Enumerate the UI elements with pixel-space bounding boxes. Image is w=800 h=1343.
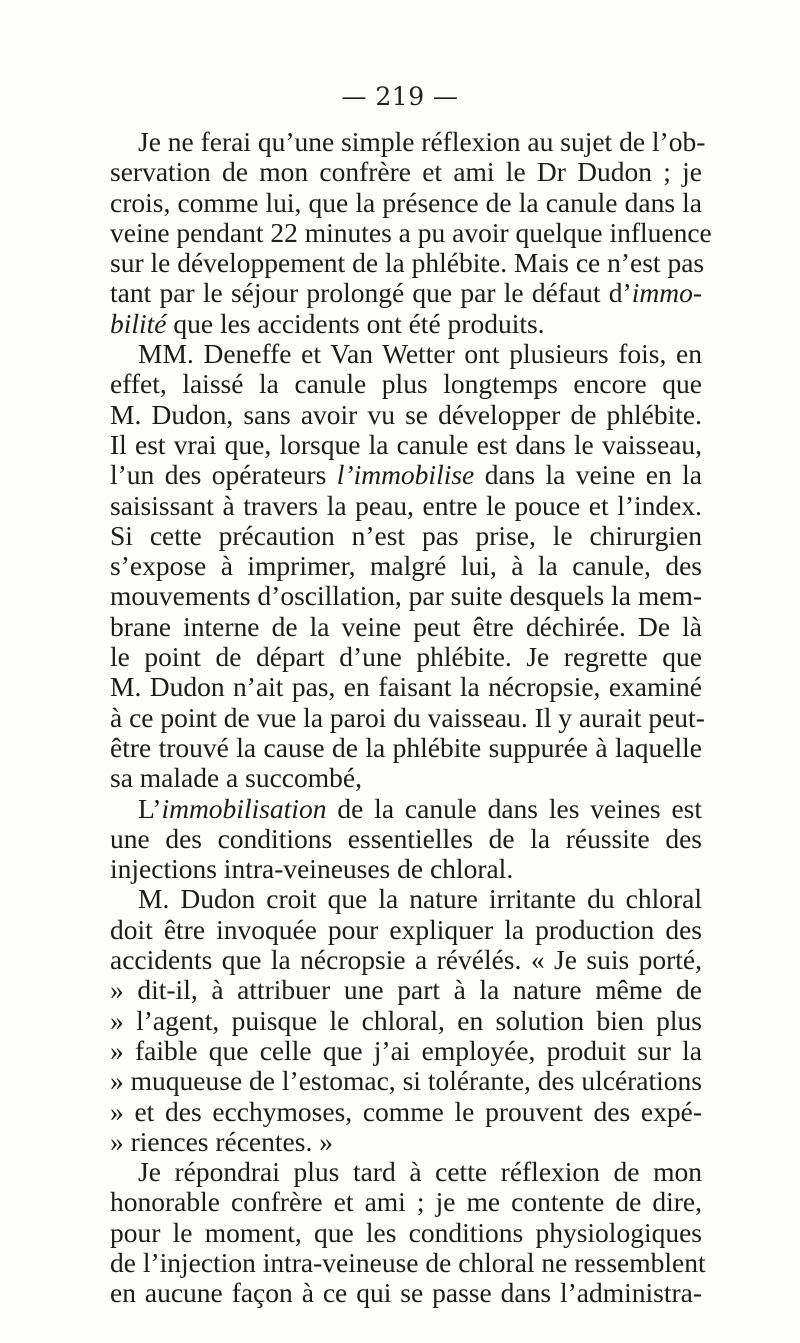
text-line: [110, 521, 702, 551]
page-number: — 219 —: [341, 82, 459, 111]
italic-text: immobilisation: [161, 792, 327, 824]
text-line: [110, 1218, 702, 1248]
line-text: M. Dudon n’ait pas, en faisant la nécropsie, examiné: [110, 671, 702, 703]
line-text: à ce point de vue la paroi du vaisseau. Il y aurait peut-: [110, 701, 705, 733]
text-line: [110, 642, 702, 672]
text-line: [110, 1036, 702, 1066]
text-line: [110, 1066, 702, 1096]
line-text: M. Dudon, sans avoir vu se développer de phlébite.: [110, 398, 702, 430]
line-text: dans la veine en la: [474, 459, 703, 491]
line-text: sa malade a succombé,: [110, 762, 362, 794]
line-text: être trouvé la cause de la phlébite suppurée à laquelle: [110, 731, 702, 763]
text-line: [110, 460, 702, 490]
line-text: s’expose à imprimer, malgré lui, à la canule, des: [110, 550, 702, 582]
line-text: servation de mon confrère et ami le Dr Dudon ; je: [110, 156, 702, 188]
paragraph: [110, 794, 702, 885]
line-text: mouvements d’oscillation, par suite desquels la mem-: [110, 580, 702, 612]
text-line: [110, 763, 702, 793]
line-text: brane interne de la veine peut être déchirée. De là: [110, 610, 702, 642]
text-line: [110, 369, 702, 399]
line-text: que les accidents ont été produits.: [166, 307, 545, 339]
line-text: de l’injection intra-veineuse de chloral ne ressemblent: [110, 1246, 706, 1278]
text-line: [110, 975, 702, 1005]
text-line: [110, 1246, 706, 1278]
italic-text: l’immobilise: [336, 459, 475, 491]
text-line: [110, 701, 705, 733]
line-text: Si cette précaution n’est pas prise, le chirurgien: [110, 519, 702, 551]
text-line: [110, 1157, 702, 1187]
text-line: [110, 126, 706, 157]
text-line: [110, 945, 702, 975]
line-text: Je ne ferai qu’une simple réflexion au sujet de l’ob-: [138, 126, 706, 157]
text-line: [110, 339, 702, 369]
paragraph: [110, 126, 712, 339]
text-line: [110, 824, 702, 854]
line-text: une des conditions essentielles de la réussite des: [110, 822, 702, 854]
line-text: de la canule dans les veines est: [326, 792, 702, 824]
text-line: [110, 400, 702, 430]
line-text: honorable confrère et ami ; je me contente de dire,: [110, 1186, 702, 1218]
text-line: [110, 1127, 702, 1157]
line-text: effet, laissé la canule plus longtemps encore que: [110, 368, 702, 400]
italic-text: bilité: [110, 307, 167, 339]
line-text: MM. Deneffe et Van Wetter ont plusieurs fois, en: [138, 338, 702, 370]
text-line: [110, 157, 702, 187]
line-text: L’: [138, 792, 162, 824]
line-text: M. Dudon croit que la nature irritante du chloral: [138, 883, 702, 915]
text-line: [110, 309, 702, 339]
line-text: Je répondrai plus tard à cette réflexion de mon: [138, 1156, 702, 1188]
text-line: [110, 612, 702, 642]
line-text: Il est vrai que, lorsque la canule est dans le vaisseau,: [110, 428, 702, 460]
line-text: accidents que la nécropsie a révélés. « Je suis porté,: [110, 944, 702, 976]
text-line: [110, 794, 702, 824]
text-line: [110, 430, 702, 460]
line-text: l’un des opérateurs: [110, 459, 337, 491]
line-text: » dit-il, à attribuer une part à la nature même de: [110, 974, 702, 1006]
text-line: [110, 1278, 702, 1308]
line-text: » riences récentes. »: [110, 1125, 333, 1157]
paragraph: [110, 338, 705, 794]
paragraph: [110, 1156, 706, 1309]
text-line: [110, 1097, 702, 1127]
line-text: tant par le séjour prolongé que par le défaut d’: [110, 277, 632, 309]
text-line: [110, 188, 702, 218]
text-line: [110, 247, 705, 279]
text-line: [110, 491, 702, 521]
line-text: injections intra-veineuses de chloral.: [110, 853, 514, 885]
text-line: [110, 915, 702, 945]
text-line: [110, 733, 702, 763]
line-text: sur le développement de la phlébite. Mais ce n’est pas: [110, 247, 705, 279]
line-text: » et des ecchymoses, comme le prouvent des expé-: [110, 1095, 702, 1127]
line-text: » faible que celle que j’ai employée, produit sur la: [110, 1034, 702, 1066]
text-line: [110, 1187, 702, 1217]
line-text: » muqueuse de l’estomac, si tolérante, des ulcérations: [110, 1065, 702, 1097]
line-text: saisissant à travers la peau, entre le pouce et l’index.: [110, 489, 702, 521]
text-line: [110, 581, 702, 611]
line-text: en aucune façon à ce qui se passe dans l’administra-: [110, 1277, 702, 1309]
line-text: pour le moment, que les conditions physiologiques: [110, 1216, 702, 1248]
paragraph: [110, 884, 702, 1157]
body-text: [110, 126, 712, 1309]
text-line: [110, 551, 702, 581]
italic-text: immo-: [631, 277, 702, 309]
text-line: [110, 216, 712, 248]
text-line: [110, 278, 702, 308]
text-line: [110, 672, 702, 702]
line-text: doit être invoquée pour expliquer la production des: [110, 913, 702, 945]
line-text: crois, comme lui, que la présence de la canule dans la: [110, 186, 702, 218]
text-line: [110, 1006, 702, 1036]
text-line: [110, 854, 702, 884]
line-text: le point de départ d’une phlébite. Je regrette que: [110, 641, 702, 673]
text-line: [110, 884, 702, 914]
line-text: veine pendant 22 minutes a pu avoir quelque influence: [110, 216, 712, 248]
line-text: » l’agent, puisque le chloral, en solution bien plus: [110, 1004, 702, 1036]
